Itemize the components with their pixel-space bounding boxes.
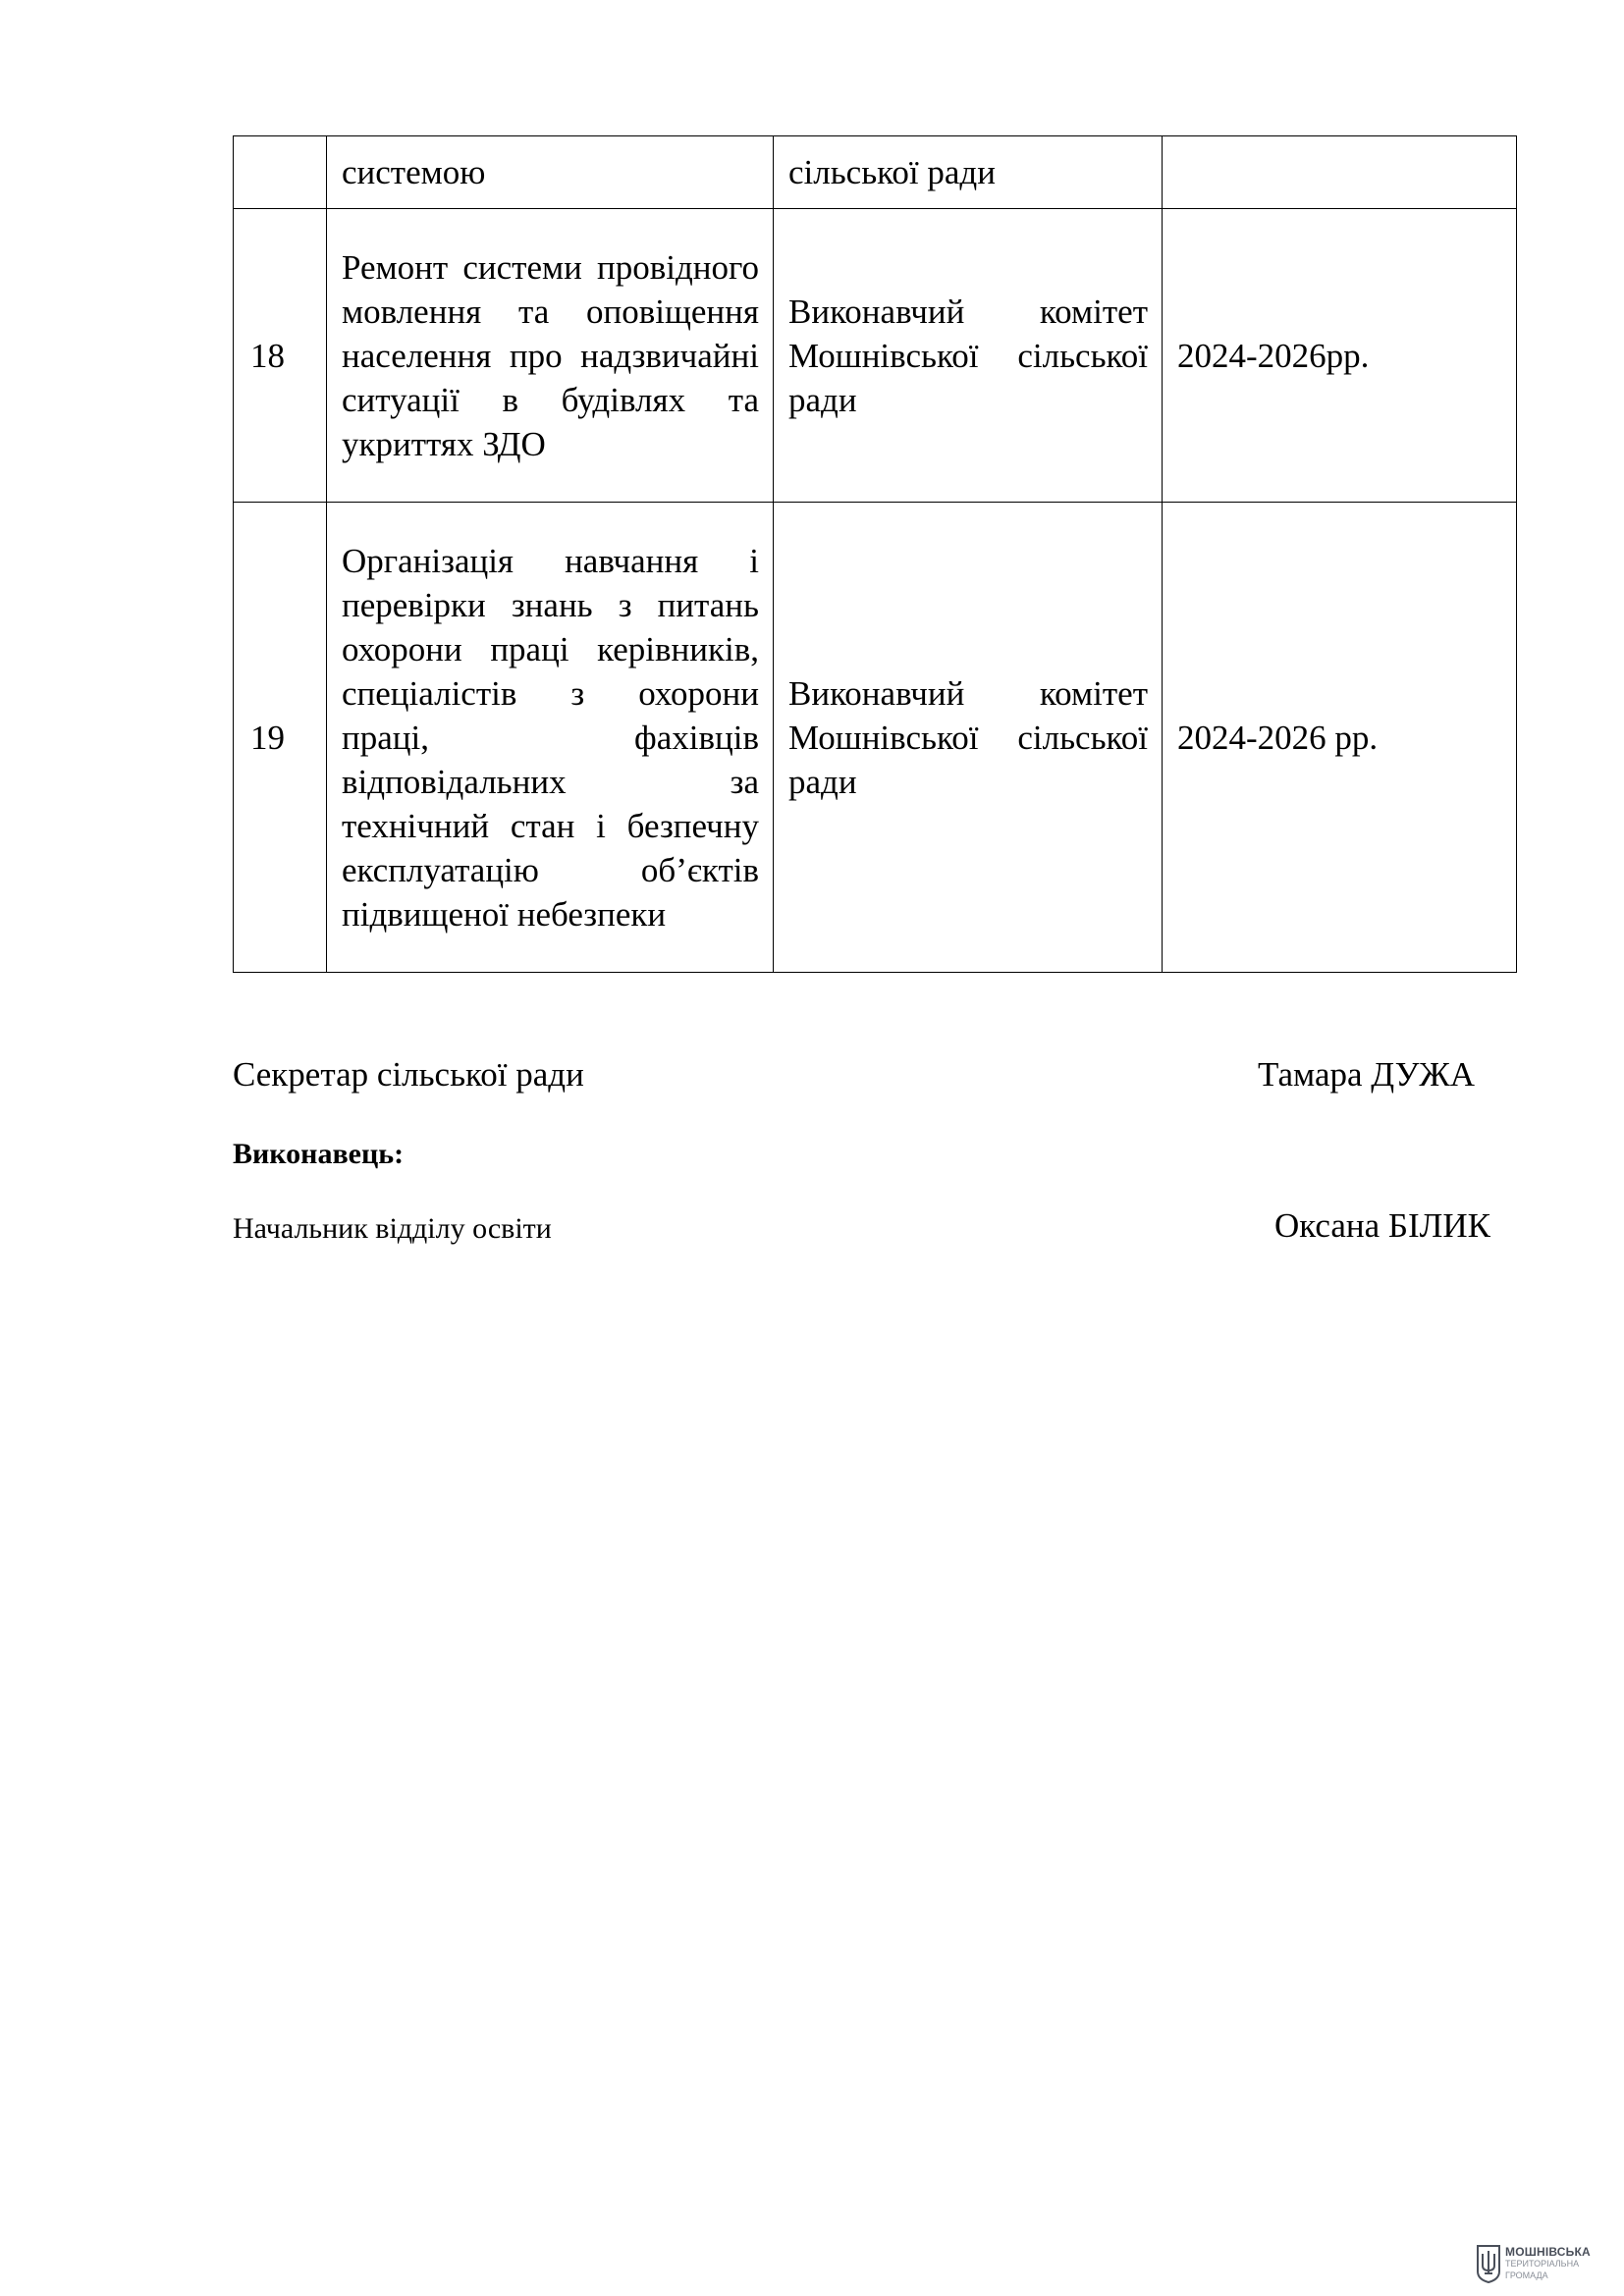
row-number: 18 bbox=[234, 209, 327, 503]
table-row bbox=[234, 136, 1517, 209]
logo-line-1: МОШНІВСЬКА bbox=[1505, 2245, 1591, 2259]
logo-line-3: ГРОМАДА bbox=[1505, 2270, 1548, 2280]
community-logo bbox=[1476, 2241, 1613, 2286]
secretary-role: Секретар сільської ради bbox=[233, 1055, 584, 1094]
trident-icon bbox=[1476, 2244, 1501, 2283]
executor-label: Виконавець: bbox=[233, 1138, 405, 1170]
secretary-name: Тамара ДУЖА bbox=[1258, 1055, 1475, 1094]
logo-line-2: ТЕРИТОРІАЛЬНА bbox=[1505, 2259, 1580, 2269]
measure-cell: системою bbox=[327, 136, 774, 209]
measures-table bbox=[233, 135, 1517, 973]
executor-name: Оксана БІЛИК bbox=[1273, 1206, 1490, 1245]
table-row bbox=[234, 503, 1517, 973]
period-cell: 2024-2026рр. bbox=[1163, 209, 1517, 503]
table-row bbox=[234, 209, 1517, 503]
executor-role: Начальник відділу освіти bbox=[233, 1212, 552, 1245]
logo-text bbox=[1505, 2246, 1591, 2281]
period-cell bbox=[1163, 136, 1517, 209]
row-number bbox=[234, 136, 327, 209]
measure-cell: Організація навчання і перевірки знань з питань охорони праці керівників, спеціалістів з охорони праці, фахівців відповідальних за технічний стан і безпечну експлуатацію об’єктів підвищеної небезпеки bbox=[327, 503, 774, 973]
executor-cell: Виконавчий комітет Мошнівської сільської ради bbox=[774, 209, 1163, 503]
executor-cell: сільської ради bbox=[774, 136, 1163, 209]
executor-cell: Виконавчий комітет Мошнівської сільської ради bbox=[774, 503, 1163, 973]
period-cell: 2024-2026 рр. bbox=[1163, 503, 1517, 973]
row-number: 19 bbox=[234, 503, 327, 973]
measure-cell: Ремонт системи провідного мовлення та оповіщення населення про надзвичайні ситуації в будівлях та укриттях ЗДО bbox=[327, 209, 774, 503]
